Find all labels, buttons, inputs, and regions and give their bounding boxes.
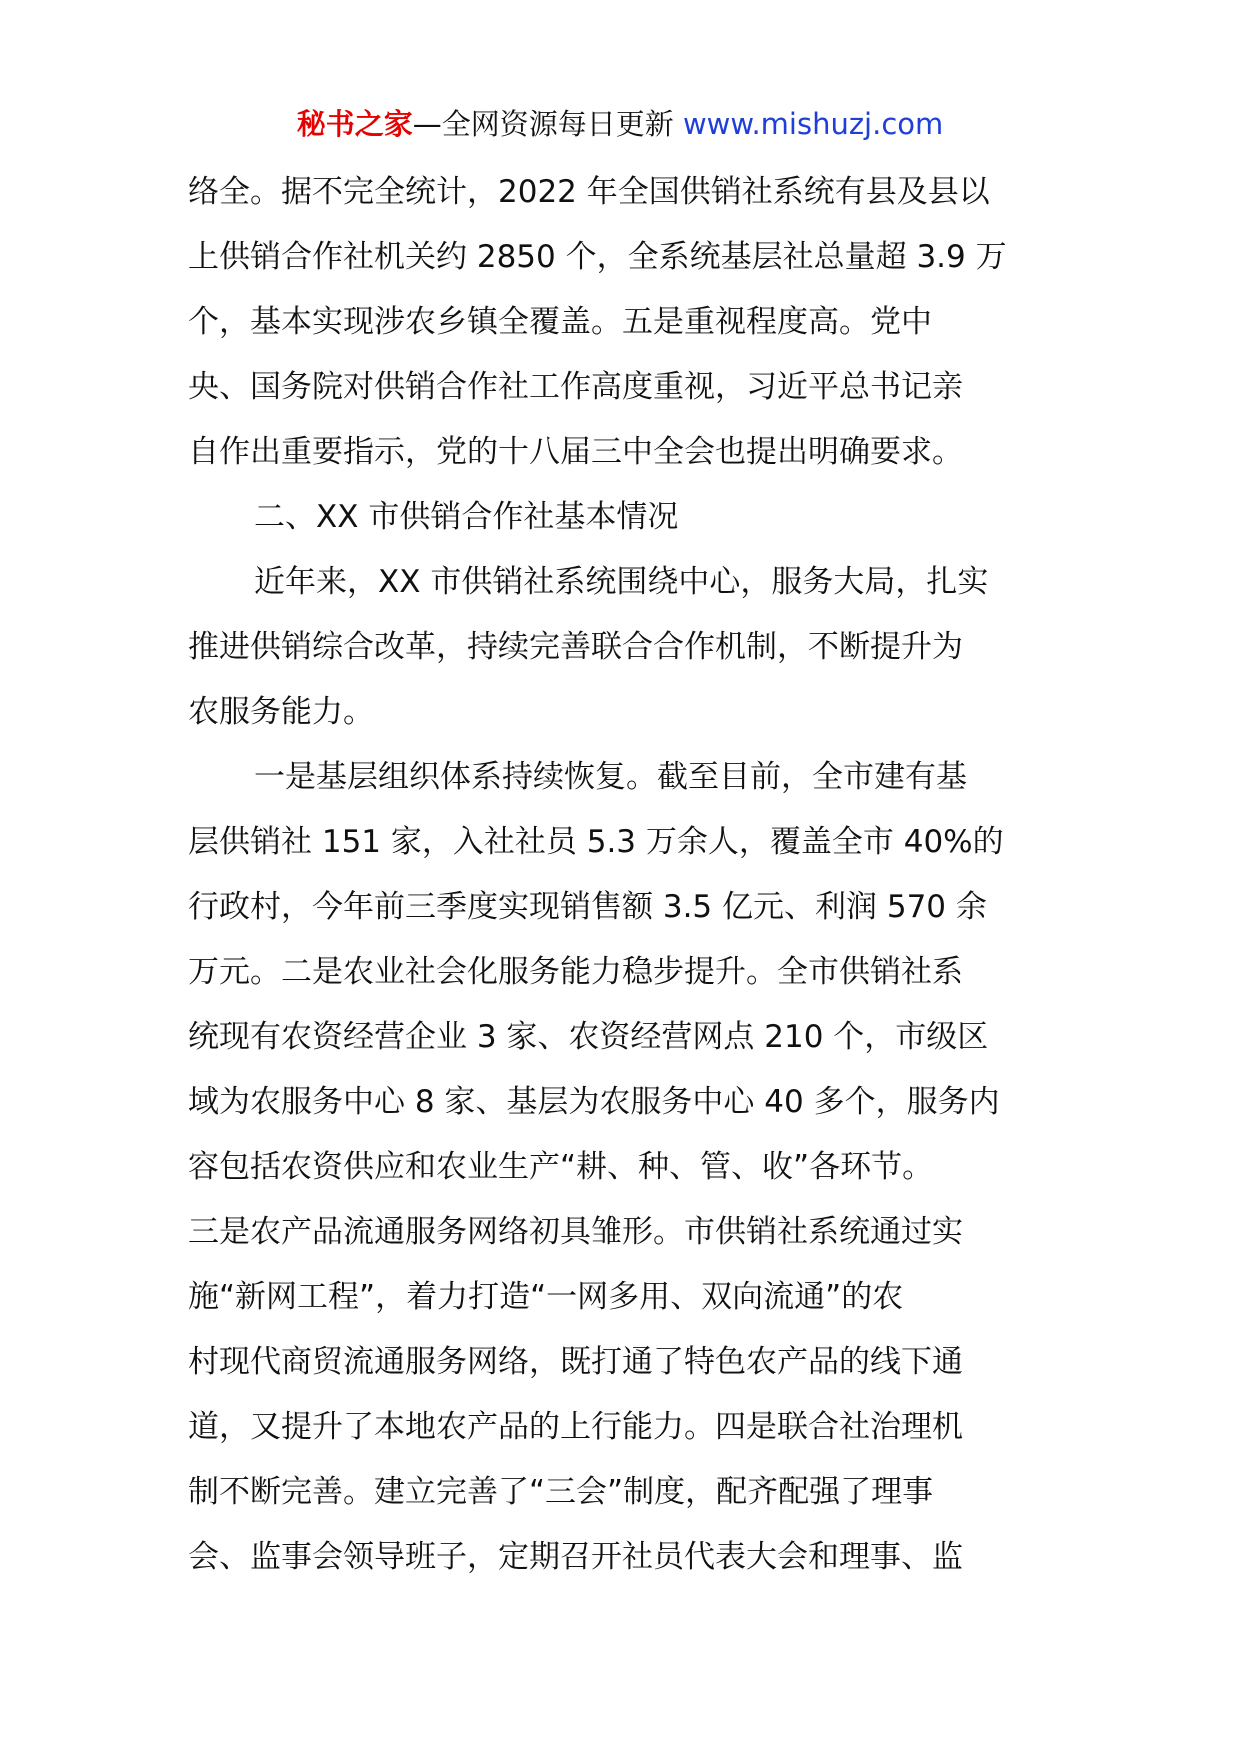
text-line: 道，又提升了本地农产品的上行能力。四是联合社治理机 (188, 1409, 963, 1445)
document-body (188, 160, 1068, 1590)
text-line: 域为农服务中心 8 家、基层为农服务中心 40 多个，服务内 (188, 1084, 1000, 1120)
paragraph-start: 一是基层组织体系持续恢复。截至目前，全市建有基 (254, 759, 967, 795)
header-url-link[interactable]: www.mishuzj.com (682, 107, 944, 141)
text-line: 三是农产品流通服务网络初具雏形。市供销社系统通过实 (188, 1214, 963, 1250)
page-header (0, 100, 1240, 148)
text-line: 行政村，今年前三季度实现销售额 3.5 亿元、利润 570 余 (188, 889, 987, 925)
text-line: 容包括农资供应和农业生产“耕、种、管、收”各环节。 (188, 1149, 934, 1185)
text-line: 央、国务院对供销合作社工作高度重视，习近平总书记亲 (188, 369, 963, 405)
text-line: 自作出重要指示，党的十八届三中全会也提出明确要求。 (188, 434, 963, 470)
text-line: 村现代商贸流通服务网络，既打通了特色农产品的线下通 (188, 1344, 963, 1380)
text-line: 统现有农资经营企业 3 家、农资经营网点 210 个，市级区 (188, 1019, 989, 1055)
text-line: 层供销社 151 家，入社社员 5.3 万余人，覆盖全市 40%的 (188, 824, 1004, 860)
text-line: 上供销合作社机关约 2850 个，全系统基层社总量超 3.9 万 (188, 239, 1007, 275)
text-line: 推进供销综合改革，持续完善联合合作机制，不断提升为 (188, 629, 963, 665)
text-line: 施“新网工程”，着力打造“一网多用、双向流通”的农 (188, 1279, 904, 1315)
text-line: 会、监事会领导班子，定期召开社员代表大会和理事、监 (188, 1539, 963, 1575)
text-line: 农服务能力。 (188, 694, 374, 730)
paragraph-start: 近年来，XX 市供销社系统围绕中心，服务大局，扎实 (254, 564, 989, 600)
text-line: 络全。据不完全统计，2022 年全国供销社系统有县及县以 (188, 174, 990, 210)
section-heading: 二、XX 市供销合作社基本情况 (254, 499, 679, 535)
text-line: 个，基本实现涉农乡镇全覆盖。五是重视程度高。党中 (188, 304, 932, 340)
text-line: 万元。二是农业社会化服务能力稳步提升。全市供销社系 (188, 954, 963, 990)
header-brand: 秘书之家 (296, 107, 413, 141)
header-tagline: —全网资源每日更新 (412, 107, 683, 141)
text-line: 制不断完善。建立完善了“三会”制度，配齐配强了理事 (188, 1474, 934, 1510)
